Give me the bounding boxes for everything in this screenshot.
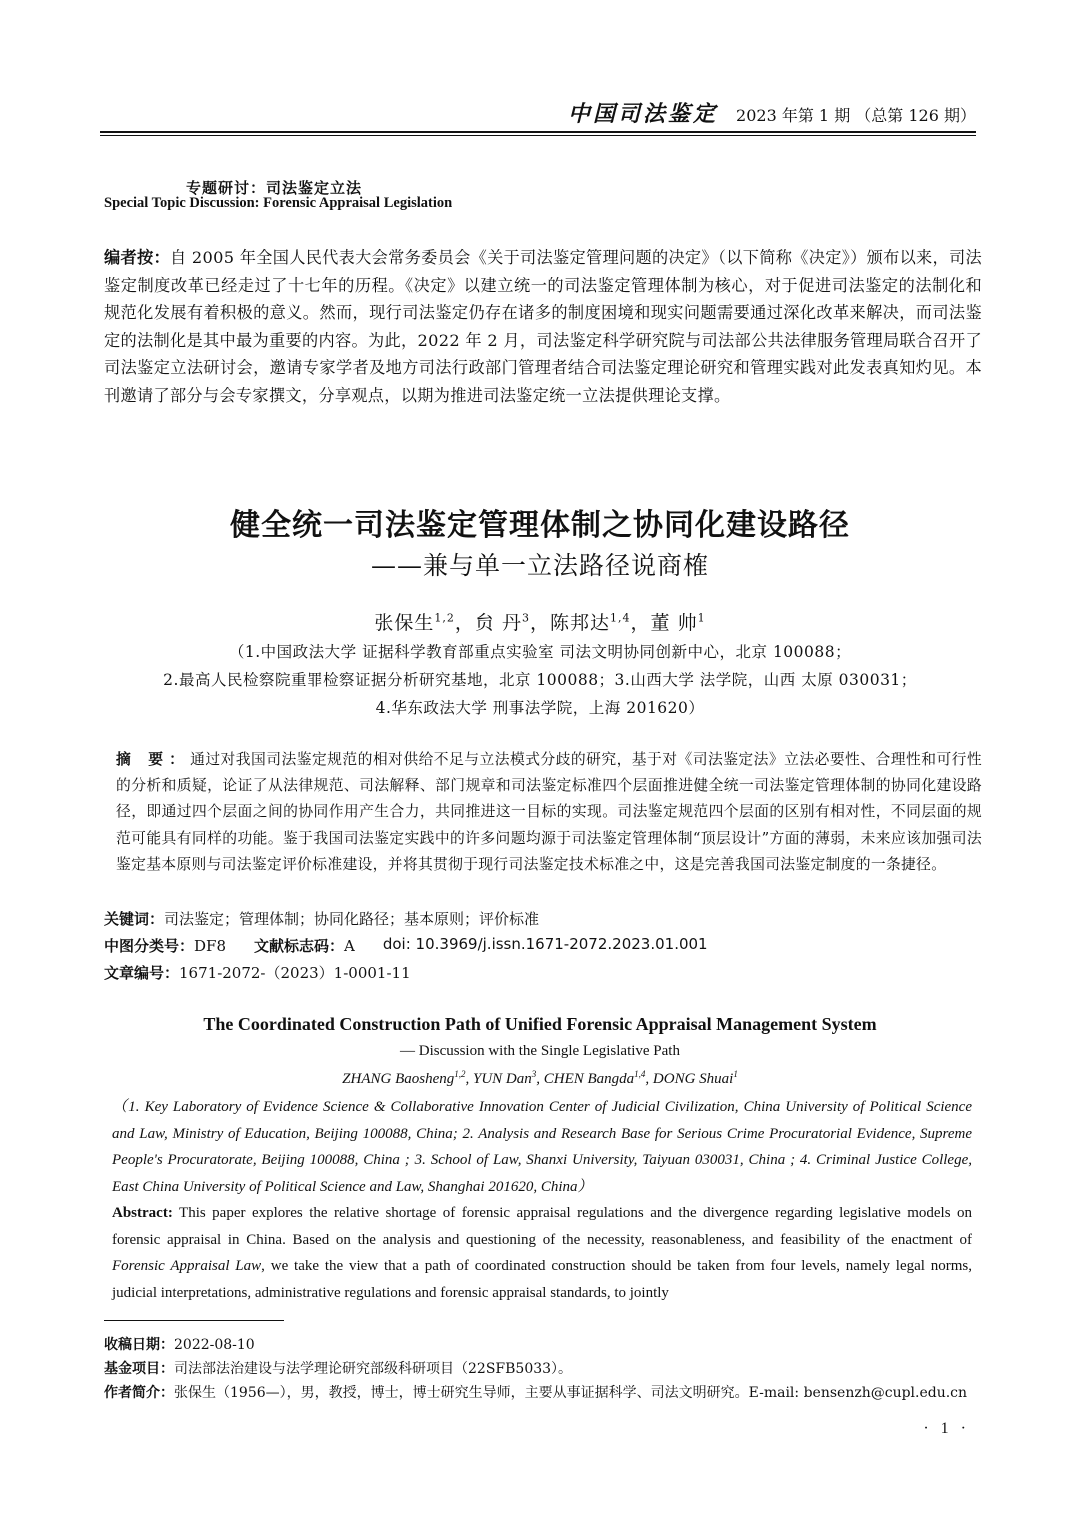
page-number: · 1 · xyxy=(923,1420,970,1437)
clc-number: 中图分类号：DF8 xyxy=(104,937,226,955)
journal-header xyxy=(100,96,976,136)
keywords-text: 司法鉴定；管理体制；协同化路径；基本原则；评价标准 xyxy=(164,910,540,928)
keywords-label: 关键词： xyxy=(104,910,165,928)
law-title: Forensic Appraisal Law xyxy=(112,1258,262,1274)
journal-issue: 2023 年第 1 期 （总第 126 期） xyxy=(736,106,976,125)
article-title: 健全统一司法鉴定管理体制之协同化建设路径 xyxy=(230,508,850,543)
article-subtitle-en: — Discussion with the Single Legislative Path xyxy=(400,1043,680,1059)
article-subtitle: ——兼与单一立法路径说商榷 xyxy=(370,551,709,580)
abstract-zh-label: 摘 要： xyxy=(116,751,191,768)
keywords xyxy=(104,908,539,929)
author-name-en: YUN Dan xyxy=(472,1071,532,1087)
document-code: 文献标志码：A xyxy=(254,937,355,955)
affiliation-line: 4.华东政法大学 刑事法学院，上海 201620） xyxy=(375,699,705,717)
topic-zh: 专题研讨：司法鉴定立法 xyxy=(186,179,363,197)
doi: doi: 10.3969/j.issn.1671-2072.2023.01.001 xyxy=(382,935,708,953)
topic-en: Special Topic Discussion: Forensic Appraisal Legislation xyxy=(104,195,453,211)
editor-note-label: 编者按： xyxy=(104,248,170,267)
affiliation-line: （1.中国政法大学 证据科学教育部重点实验室 司法文明协同创新中心，北京 100088； xyxy=(228,643,852,661)
editor-note xyxy=(104,244,982,409)
classification-line xyxy=(104,935,708,956)
article-number xyxy=(104,962,411,983)
affiliation-line: 2.最高人民检察院重罪检察证据分析研究基地，北京 100088；3.山西大学 法学院，山西 太原 030031； xyxy=(163,671,917,689)
editor-note-text: 自 2005 年全国人民代表大会常务委员会《关于司法鉴定管理问题的决定》（以下简称《决定》）颁布以来，司法鉴定制度改革已经走过了十七年的历程。《决定》以建立统一的司法鉴定管理体制为核心，对于促进司法鉴定的法制化和规范化发展有着积极的意义。然而，现行司法鉴定仍存在诸多的制度困境和现实问题需要通过深化改革来解决，而司法鉴定的法制化是其中最为重要的内容。为此，2022 年 2 月，司法鉴定科学研究院与司法部公共法律服务管理局联合召开了司法鉴定立法研讨会，邀请专家学者及地方司法行政部门管理者结合司法鉴定理论研究和管理实践对此发表真知灼见。本刊邀请了部分与会专家撰文，分享观点，以期为推进司法鉴定统一立法提供理论支撑。 xyxy=(104,248,983,405)
author-name-en: CHEN Bangda xyxy=(543,1071,635,1087)
author-name: 董 帅 xyxy=(650,612,698,634)
abstract-zh xyxy=(116,747,982,878)
article-number-label: 文章编号： xyxy=(104,964,180,982)
journal-name: 中国司法鉴定 xyxy=(568,101,719,127)
abstract-zh-text: 通过对我国司法鉴定规范的相对供给不足与立法模式分歧的研究，基于对《司法鉴定法》立法必要性、合理性和可行性的分析和质疑，论证了从法律规范、司法解释、部门规章和司法鉴定标准四个层面推进健全统一司法鉴定管理体制的协同化建设路径，即通过四个层面之间的协同作用产生合力，共同推进这一目标的实现。司法鉴定规范四个层面的区别有相对性，不同层面的规范可能具有同样的功能。鉴于我国司法鉴定实践中的许多问题均源于司法鉴定管理体制“顶层设计”方面的薄弱，未来应该加强司法鉴定基本原则与司法鉴定评价标准建设，并将其贯彻于现行司法鉴定技术标准之中，这是完善我国司法鉴定制度的一条捷径。 xyxy=(116,751,983,873)
affiliations-en: （1. Key Laboratory of Evidence Science & Collaborative Innovation Center of Judicial Civilization, China University of Political Science and Law, Ministry of Education, Beijing 100088, China; 2. Analysis and Research Base for Serious Crime Procuratorial Evidence, Supreme People's Procuratorate, Beijing 100088, China ; 3. School of Law, Shanxi University, Taiyuan 030031, China ; 4. Criminal Justice College, East China University of Political Science and Law, Shanghai 201620, China） xyxy=(112,1099,972,1195)
author-affil-sup: 1,2 xyxy=(434,611,455,625)
author-name: 陈邦达 xyxy=(550,612,611,634)
author-name: 张保生 xyxy=(374,612,435,634)
article-title-en: The Coordinated Construction Path of Unified Forensic Appraisal Management System xyxy=(203,1014,877,1034)
authors-en: ZHANG Baosheng$^{1,2}$, YUN Dan$^3$, CHEN Bangda$^{1,4}$, DONG Shuai$^1$ xyxy=(342,1069,738,1087)
footnote-received: 收稿日期：2022-08-10 xyxy=(104,1337,255,1353)
article-number-value: 1671-2072-（2023）1-0001-11 xyxy=(179,964,411,982)
footnote-rule xyxy=(104,1320,284,1321)
author-name-en: DONG Shuai xyxy=(652,1071,734,1087)
footnote-author: 作者简介：张保生（1956—），男，教授，博士，博士研究生导师，主要从事证据科学、司法文明研究。E-mail: bensenzh@cupl.edu.cn xyxy=(104,1385,968,1401)
author-affil-sup: 1 xyxy=(697,611,706,625)
header-rule-thin xyxy=(100,135,976,136)
abstract-en: Abstract: This paper explores the relative shortage of forensic appraisal regulations and the divergence regarding legislative models on forensic appraisal in China. Based on the analysis and questioning of the necessity, reasonableness, and feasibility of the enactment of Forensic Appraisal Law, we take the view that a path of coordinated construction should be taken from four levels, namely legal norms, judicial interpretations, administrative regulations and forensic appraisal standards, to jointly xyxy=(112,1205,973,1301)
author-affil-sup: 3 xyxy=(521,611,530,625)
author-name: 贠 丹 xyxy=(474,612,522,634)
author-name-en: ZHANG Baosheng xyxy=(342,1071,455,1087)
abstract-en-label: Abstract: xyxy=(112,1205,173,1221)
author-affil-sup: 1,4 xyxy=(610,611,631,625)
header-rule xyxy=(100,131,976,133)
authors-zh: 张保生$^{1,2}$，贠 丹$^3$，陈邦达$^{1,4}$，董 帅$^1$ xyxy=(374,611,706,634)
footnote-fund: 基金项目：司法部法治建设与法学理论研究部级科研项目（22SFB5033）。 xyxy=(104,1361,573,1377)
